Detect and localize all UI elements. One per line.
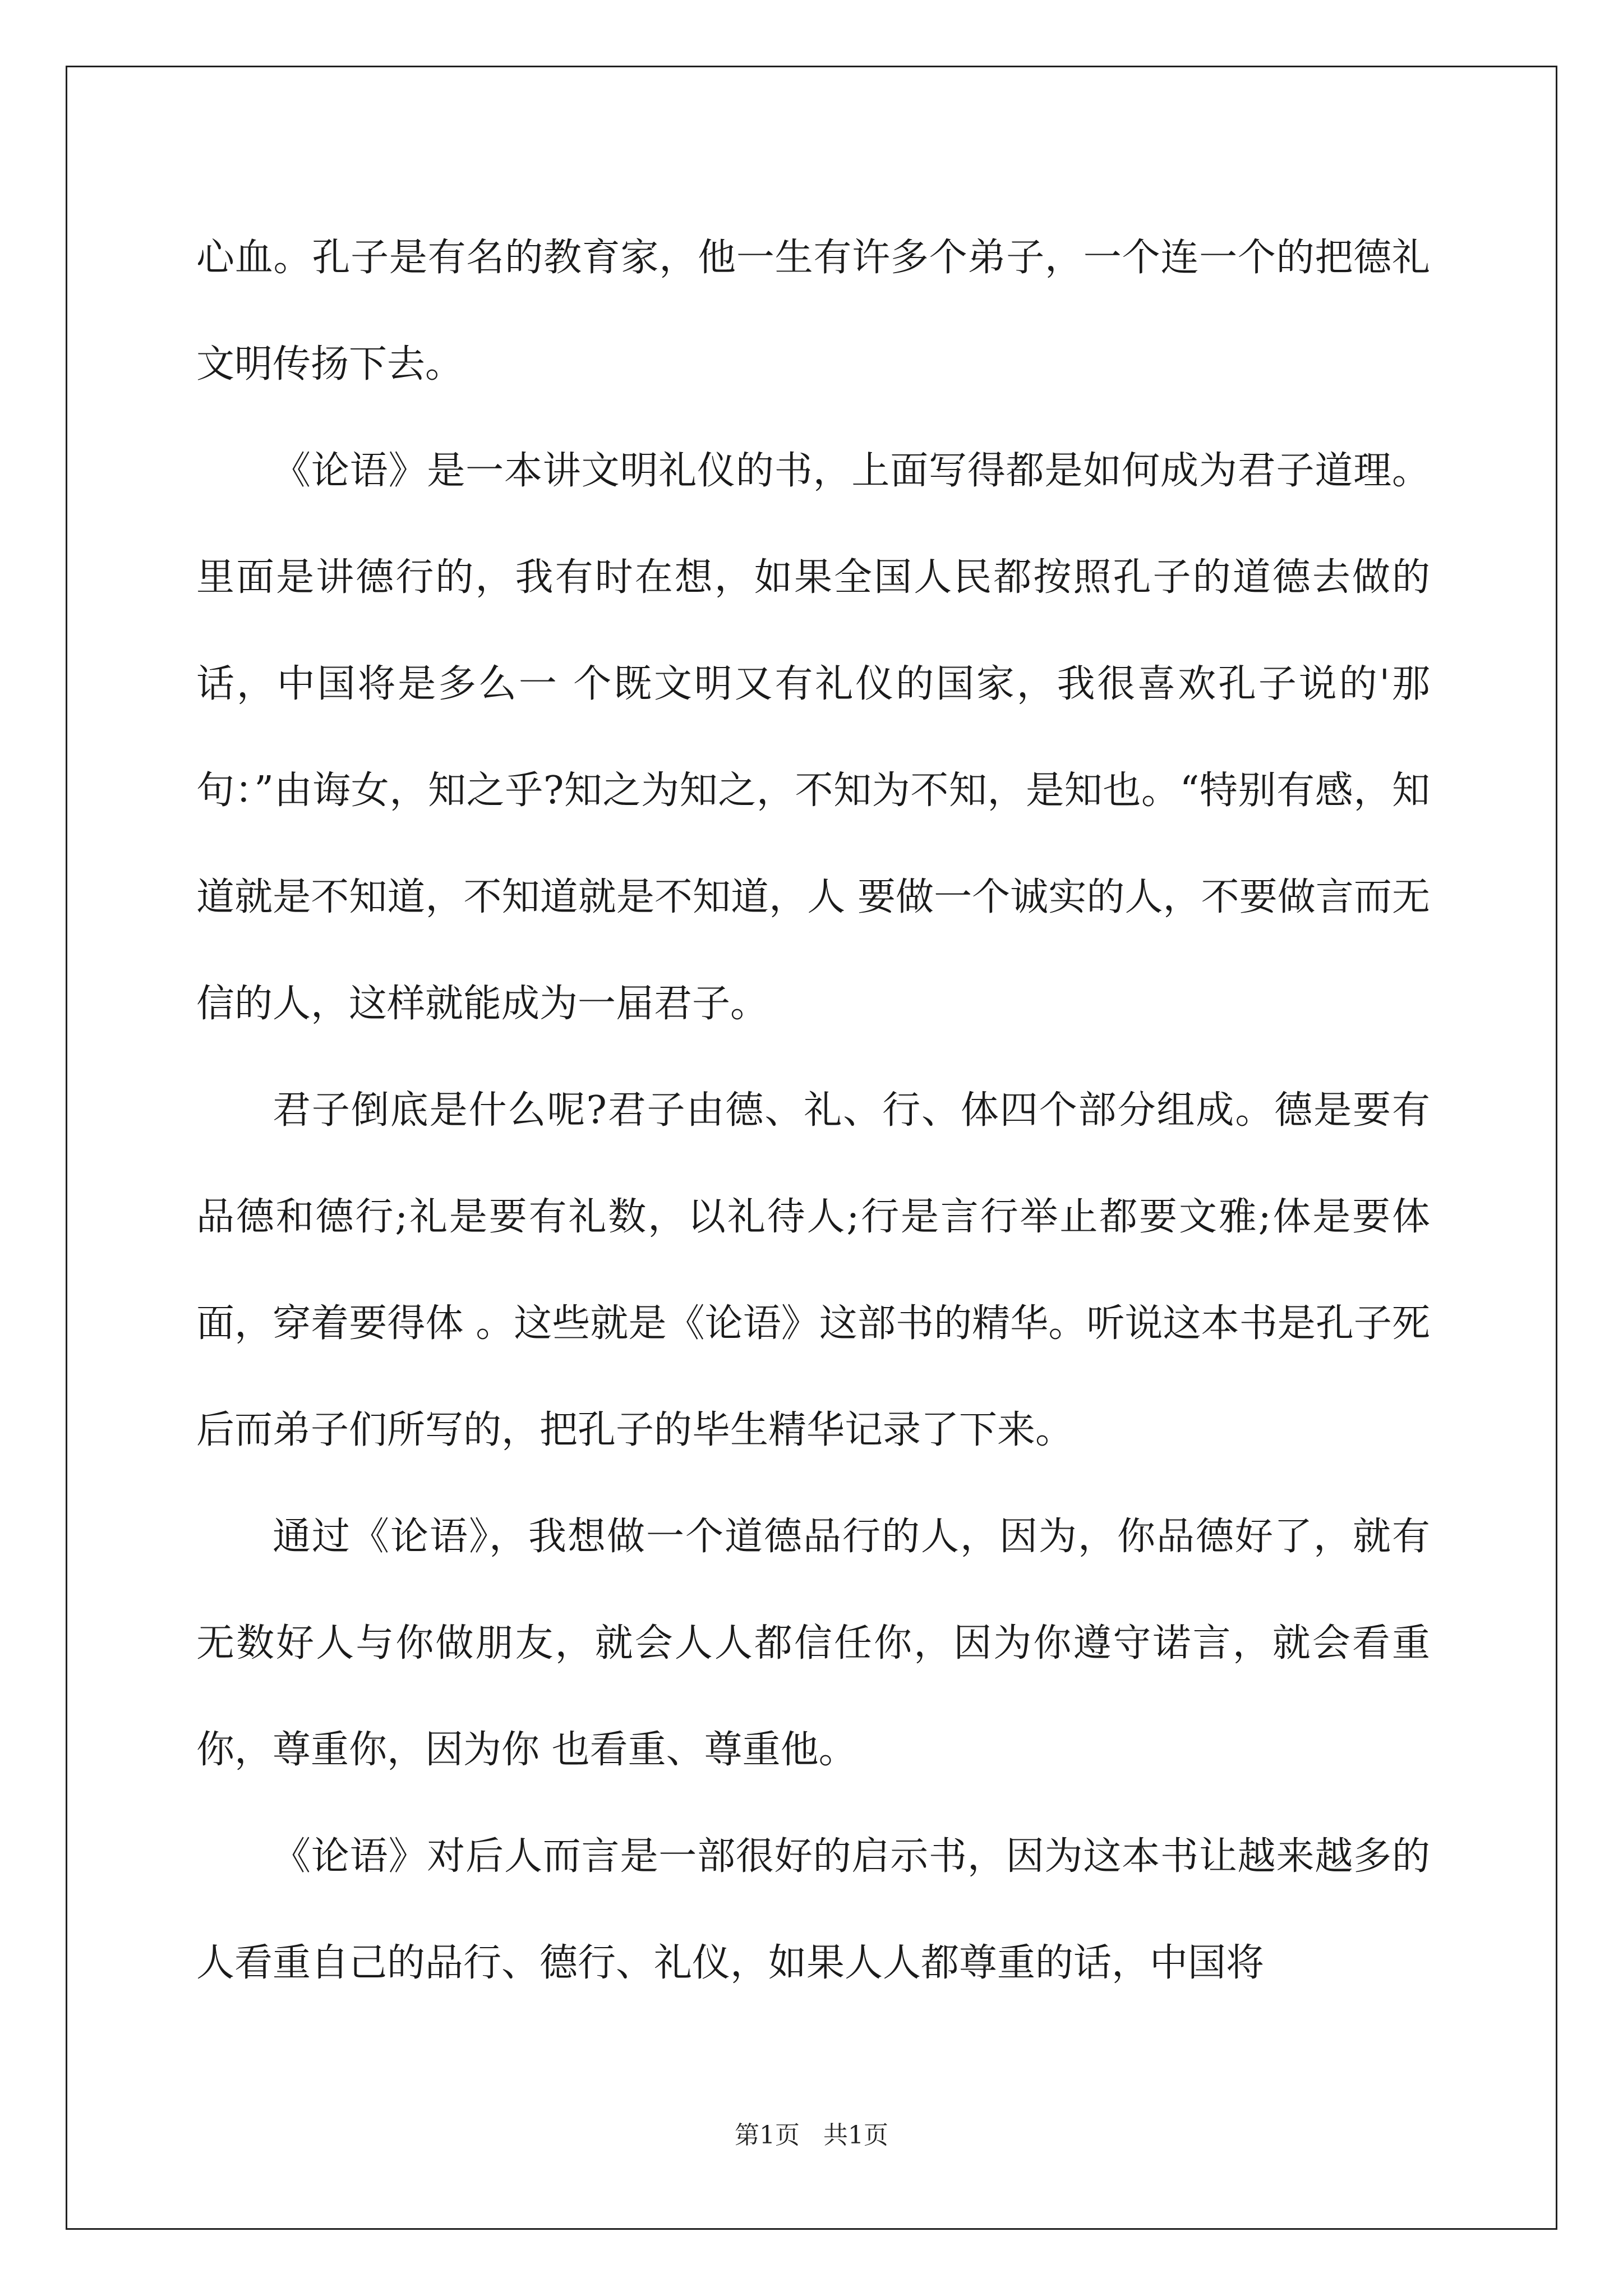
paragraph-2: 《论语》是一本讲文明礼仪的书，上面写得都是如何成为君子道理。里面是讲德行的，我有时在想，如果全国人民都按照孔子的道德去做的话，中国将是多么一 个既文明又有礼仪的国家，我很喜欢孔子说的'那句：”由诲女，知之乎?知之为知之，不知为不知，是知也。“特别有感，知道就是不知道，不知道就是不知道，人 要做一个诚实的人，不要做言而无信的人，这样就能成为一届君子。 bbox=[196, 449, 1430, 1026]
paragraph-4: 通过《论语》，我想做一个道德品行的人，因为，你品德好了，就有无数好人与你做朋友，就会人人都信任你，因为你遵守诺言，就会看重你，尊重你，因为你 也看重、尊重他。 bbox=[196, 1515, 1430, 1772]
paragraph-1: 心血。孔子是有名的教育家，他一生有许多个弟子，一个连一个的把德礼文明传扬下去。 bbox=[196, 236, 1430, 386]
page-number-footer: 第1页 共1页 bbox=[735, 2121, 888, 2150]
paragraph-3: 君子倒底是什么呢?君子由德、礼、行、体四个部分组成。德是要有品德和德行;礼是要有礼数，以礼待人;行是言行举止都要文雅;体是要体面，穿着要得体 。这些就是《论语》这部书的精华。听说这本书是孔子死后而弟子们所写的，把孔子的毕生精华记录了下来。 bbox=[196, 1088, 1430, 1452]
document-body bbox=[196, 205, 1430, 2017]
paragraph-5: 《论语》对后人而言是一部很好的启示书，因为这本书让越来越多的人看重自己的品行、德行、礼仪，如果人人都尊重的话，中国将 bbox=[196, 1834, 1430, 1985]
